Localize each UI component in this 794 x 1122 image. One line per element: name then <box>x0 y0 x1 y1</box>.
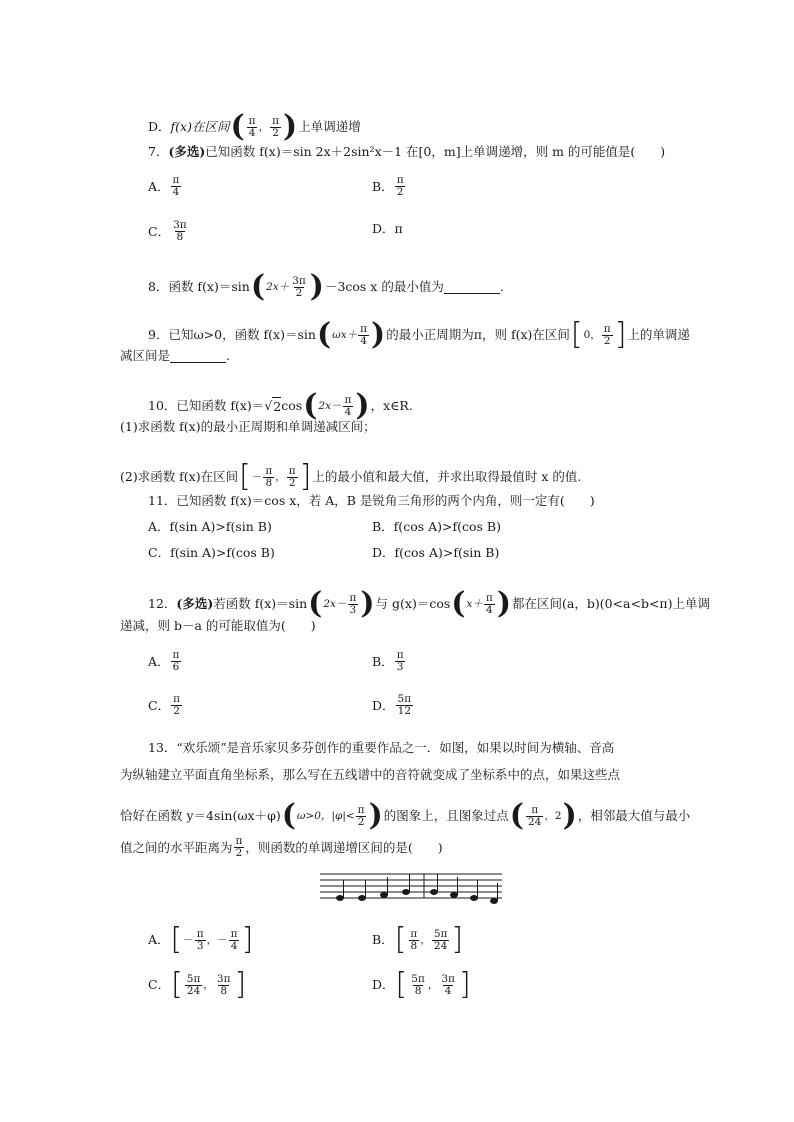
q9-stem: 9． 已知ω>0，函数 f(x)＝sin ( ωx＋ $\frac{\pi}{4}$ ) 的最小正周期为π，则 f(x)在区间 [ 0， $\frac{\pi}{2}$ ] 上的单调递 <box>148 317 690 352</box>
q13-option-a[interactable]: A． [ － $\frac{\pi}{3}$ ， － $\frac{\pi}{4}$ ] <box>148 922 254 957</box>
q7-stem: 7． (多选) 已知函数 f(x)＝sin 2x＋2sin²x－1 在[0，m]上单调递增，则 m 的可能值是( ) <box>148 144 666 159</box>
q11-option-c[interactable]: C．f(sin A)>f(cos B) <box>148 545 275 560</box>
q12-option-d[interactable]: D． $\frac{5\pi}{12}$ <box>372 693 412 717</box>
q10-part2: (2)求函数 f(x)在区间 [ － $\frac{\pi}{8}$ ， $\frac{\pi}{2}$ ] 上的最小值和最大值，并求出取得最值时 x 的值. <box>120 459 582 494</box>
q11-stem: 11． 已知函数 f(x)＝cos x，若 A，B 是锐角三角形的两个内角，则一定有( ) <box>148 493 595 508</box>
q10-part1: (1)求函数 f(x)的最小正周期和单调递减区间； <box>120 419 376 434</box>
q7-option-a[interactable]: A． $\frac{\pi}{4}$ <box>148 174 180 198</box>
q13-line1: 13． “欢乐颂”是音乐家贝多芬创作的重要作品之一．如图，如果以时间为横轴、音高 <box>148 740 615 755</box>
q11-option-a[interactable]: A．f(sin A)>f(sin B) <box>148 519 272 534</box>
q11-option-d[interactable]: D．f(cos A)>f(sin B) <box>372 545 500 560</box>
q12-option-b[interactable]: B． $\frac{\pi}{3}$ <box>372 649 404 673</box>
q6-option-d: D． f(x)在区间 ( $\frac{\pi}{4}$ ， $\frac{\pi}{2}$ ) 上单调递增 <box>148 109 361 144</box>
q7-option-d[interactable]: D． π <box>372 221 403 236</box>
q12-option-c[interactable]: C． $\frac{\pi}{2}$ <box>148 693 180 717</box>
q12-stem-line2: 递减，则 b－a 的可能取值为( ) <box>120 618 316 633</box>
q13-option-b[interactable]: B． [ $\frac{\pi}{8}$ ， $\frac{5\pi}{24}$ ] <box>372 922 464 957</box>
answer-blank[interactable] <box>170 350 226 363</box>
q13-line2: 为纵轴建立平面直角坐标系，那么写在五线谱中的音符就变成了坐标系中的点，如果这些点 <box>120 767 621 782</box>
q7-option-c[interactable]: C． $\frac{3\pi}{8}$ <box>148 219 187 243</box>
q13-line3: 恰好在函数 y＝4sin(ωx＋φ) ( ω>0，|φ|< $\frac{\pi}{2}$ ) 的图象上，且图象过点 ( $\frac{\pi}{24}$ ，2 ) ，相邻最大值与最小 <box>120 798 691 833</box>
q7-option-b[interactable]: B． $\frac{\pi}{2}$ <box>372 174 404 198</box>
q13-line4: 值之间的水平距离为 $\frac{\pi}{2}$ ，则函数的单调递增区间的是( ) <box>120 835 443 859</box>
music-staff-figure <box>318 870 504 906</box>
q8-stem: 8． 函数 f(x)＝sin ( 2x＋ $\frac{3\pi}{2}$ ) －3cos x 的最小值为 . <box>148 269 504 304</box>
q13-option-c[interactable]: C． [ $\frac{5\pi}{24}$ ， $\frac{3\pi}{8}$ ] <box>148 967 247 1002</box>
q12-stem: 12． (多选) 若函数 f(x)＝sin ( 2x－ $\frac{\pi}{3}$ ) 与 g(x)＝cos ( x＋ $\frac{\pi}{4}$ ) 都在区间(a，b)(0<a<b<π)上单调 <box>148 586 711 621</box>
q13-option-d[interactable]: D． [ $\frac{5\pi}{8}$ ， $\frac{3\pi}{4}$ ] <box>372 967 471 1002</box>
interval-bracket: ( $\frac{\pi}{4}$ ， $\frac{\pi}{2}$ ) <box>230 109 298 144</box>
q9-stem-line2: 减区间是 . <box>120 348 230 363</box>
q12-option-a[interactable]: A． $\frac{\pi}{6}$ <box>148 649 180 673</box>
q10-stem: 10． 已知函数 f(x)＝ √ 2 cos ( 2x－ $\frac{\pi}{4}$ ) ，x∈R. <box>148 388 413 423</box>
answer-blank[interactable] <box>444 281 500 294</box>
q11-option-b[interactable]: B．f(cos A)>f(cos B) <box>372 519 501 534</box>
